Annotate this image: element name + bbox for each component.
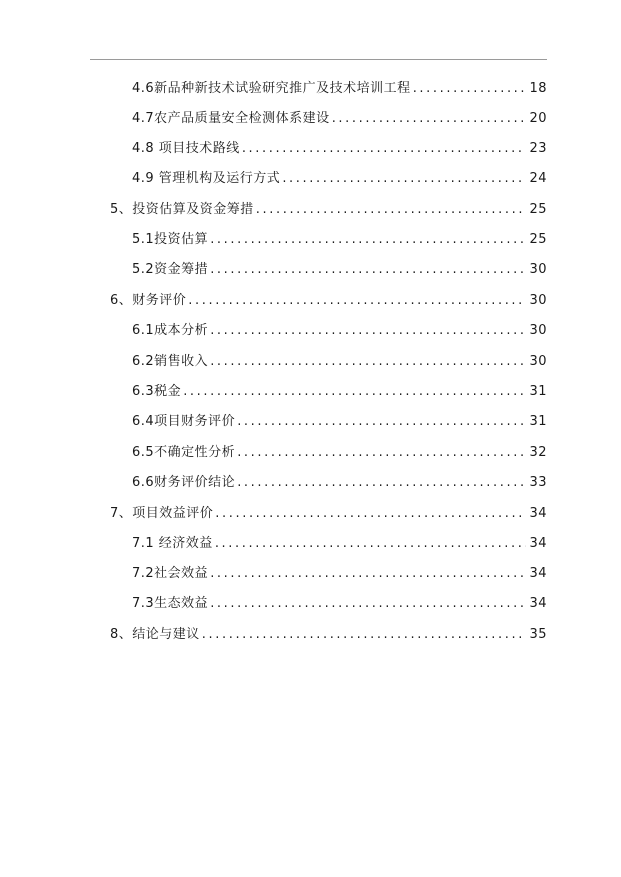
toc-entry-page: 34 xyxy=(529,506,547,521)
toc-entry-title: 5.1投资估算 xyxy=(132,232,209,247)
toc-dot-leader xyxy=(237,473,526,493)
toc-dot-leader xyxy=(202,625,527,645)
toc-dot-leader xyxy=(215,504,526,524)
toc-entry[interactable] xyxy=(132,473,547,493)
toc-entry[interactable] xyxy=(132,139,547,159)
toc-entry-title: 8、结论与建议 xyxy=(110,627,200,642)
toc-entry-page: 30 xyxy=(529,354,547,369)
toc-entry-page: 25 xyxy=(529,232,547,247)
toc-entry-title: 5、投资估算及资金筹措 xyxy=(110,202,254,217)
toc-entry-page: 20 xyxy=(529,111,547,126)
toc-entry-title: 4.9 管理机构及运行方式 xyxy=(132,171,281,186)
toc-entry-page: 30 xyxy=(529,323,547,338)
toc-dot-leader xyxy=(413,79,527,99)
header-rule xyxy=(90,59,547,60)
toc-entry-page: 32 xyxy=(529,445,547,460)
toc-dot-leader xyxy=(237,412,526,432)
toc-entry-page: 18 xyxy=(529,81,547,96)
toc-section-entry[interactable] xyxy=(110,504,547,524)
toc-entry-title: 6.1成本分析 xyxy=(132,323,209,338)
toc-entry-title: 6.5不确定性分析 xyxy=(132,445,236,460)
toc-entry[interactable] xyxy=(132,260,547,280)
toc-entry-page: 31 xyxy=(529,414,547,429)
toc-entry-title: 4.8 项目技术路线 xyxy=(132,141,240,156)
toc-entry-page: 31 xyxy=(529,384,547,399)
toc-entry[interactable] xyxy=(132,230,547,250)
toc-dot-leader xyxy=(210,564,526,584)
toc-entry-title: 7.2社会效益 xyxy=(132,566,209,581)
toc-dot-leader xyxy=(210,260,526,280)
toc-dot-leader xyxy=(237,443,526,463)
toc-entry-page: 34 xyxy=(529,566,547,581)
toc-entry[interactable] xyxy=(132,443,547,463)
toc-dot-leader xyxy=(183,382,526,402)
toc-dot-leader xyxy=(210,321,526,341)
toc-entry-title: 6.4项目财务评价 xyxy=(132,414,236,429)
toc-entry-title: 6.2销售收入 xyxy=(132,354,209,369)
toc-entry-title: 4.6新品种新技术试验研究推广及技术培训工程 xyxy=(132,81,411,96)
toc-dot-leader xyxy=(210,352,526,372)
toc-entry-page: 35 xyxy=(529,627,547,642)
toc-dot-leader xyxy=(282,169,526,189)
toc-dot-leader xyxy=(210,594,526,614)
toc-entry-title: 6.3税金 xyxy=(132,384,182,399)
toc-entry-page: 23 xyxy=(529,141,547,156)
toc-entry-title: 4.7农产品质量安全检测体系建设 xyxy=(132,111,330,126)
toc-entry[interactable] xyxy=(132,109,547,129)
toc-section-entry[interactable] xyxy=(110,625,547,645)
toc-entry-title: 6.6财务评价结论 xyxy=(132,475,236,490)
toc-entry[interactable] xyxy=(132,594,547,614)
toc-entry[interactable] xyxy=(132,382,547,402)
toc-entry-page: 34 xyxy=(529,536,547,551)
toc-entry-title: 7、项目效益评价 xyxy=(110,506,214,521)
toc-entry-page: 30 xyxy=(529,293,547,308)
toc-dot-leader xyxy=(256,200,527,220)
toc-entry-title: 7.3生态效益 xyxy=(132,596,209,611)
toc-entry-page: 33 xyxy=(529,475,547,490)
toc-entry[interactable] xyxy=(132,169,547,189)
toc-entry[interactable] xyxy=(132,352,547,372)
toc-entry[interactable] xyxy=(132,321,547,341)
toc-dot-leader xyxy=(215,534,527,554)
toc-entry-title: 7.1 经济效益 xyxy=(132,536,213,551)
toc-dot-leader xyxy=(210,230,526,250)
toc-entry-page: 34 xyxy=(529,596,547,611)
toc-dot-leader xyxy=(242,139,527,159)
toc-section-entry[interactable] xyxy=(110,200,547,220)
toc-entry-title: 6、财务评价 xyxy=(110,293,187,308)
toc-entry-page: 24 xyxy=(529,171,547,186)
toc-entry-title: 5.2资金筹措 xyxy=(132,262,209,277)
toc-dot-leader xyxy=(332,109,527,129)
toc-entry[interactable] xyxy=(132,534,547,554)
toc-dot-leader xyxy=(188,291,526,311)
toc-entry[interactable] xyxy=(132,412,547,432)
toc-entry[interactable] xyxy=(132,564,547,584)
toc-section-entry[interactable] xyxy=(110,291,547,311)
toc-entry-page: 25 xyxy=(529,202,547,217)
toc-entry[interactable] xyxy=(132,79,547,99)
toc-entry-page: 30 xyxy=(529,262,547,277)
